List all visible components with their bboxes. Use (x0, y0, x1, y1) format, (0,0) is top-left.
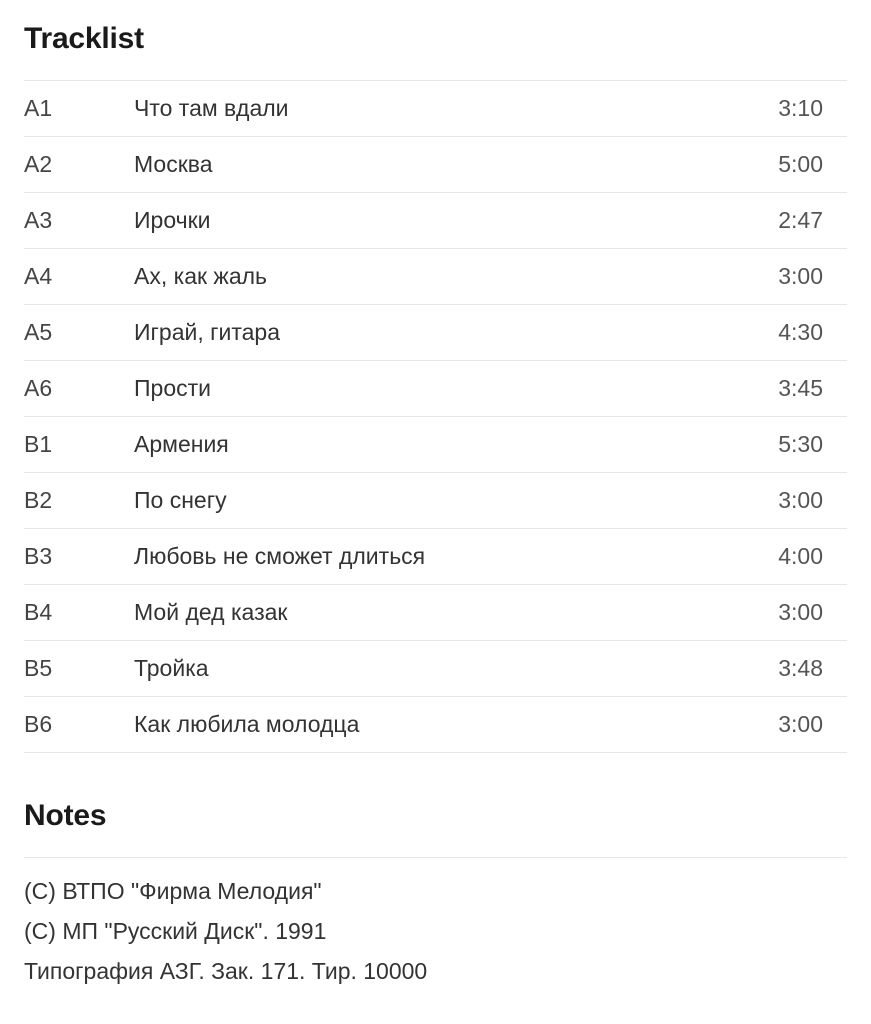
track-position: A2 (24, 151, 53, 177)
table-row[interactable] (24, 641, 847, 697)
track-title[interactable]: Играй, гитара (134, 319, 281, 345)
track-title[interactable]: Что там вдали (134, 95, 289, 121)
track-duration: 3:10 (778, 95, 823, 121)
track-title[interactable]: Прости (134, 375, 211, 401)
track-duration: 5:00 (778, 151, 823, 177)
track-position: B2 (24, 487, 53, 513)
track-duration: 3:00 (778, 711, 823, 737)
table-row[interactable] (24, 249, 847, 305)
track-position: A1 (24, 95, 53, 121)
table-row[interactable] (24, 697, 847, 753)
track-title[interactable]: Мой дед казак (134, 599, 288, 625)
track-position: A5 (24, 319, 53, 345)
track-position: A6 (24, 375, 53, 401)
track-duration: 4:30 (778, 319, 823, 345)
track-position: B6 (24, 711, 53, 737)
table-row[interactable] (24, 81, 847, 137)
table-row[interactable] (24, 361, 847, 417)
track-position: A3 (24, 207, 53, 233)
track-duration: 3:00 (778, 487, 823, 513)
track-title[interactable]: Тройка (134, 655, 209, 681)
track-title[interactable]: Любовь не сможет длиться (134, 543, 426, 569)
track-title[interactable]: Армения (134, 431, 229, 457)
track-duration: 3:00 (778, 263, 823, 289)
track-duration: 3:45 (778, 375, 823, 401)
tracklist-heading: Tracklist (24, 22, 144, 55)
track-title[interactable]: Ирочки (134, 207, 211, 233)
track-duration: 3:48 (778, 655, 823, 681)
track-title[interactable]: По снегу (134, 487, 227, 513)
table-row[interactable] (24, 193, 847, 249)
track-position: B5 (24, 655, 53, 681)
track-title[interactable]: Как любила молодца (134, 711, 360, 737)
track-title[interactable]: Ах, как жаль (134, 263, 268, 289)
track-title[interactable]: Москва (134, 151, 213, 177)
table-row[interactable] (24, 529, 847, 585)
track-duration: 2:47 (778, 207, 823, 233)
track-position: A4 (24, 263, 53, 289)
tracklist-table (24, 80, 847, 753)
table-row[interactable] (24, 585, 847, 641)
track-duration: 5:30 (778, 431, 823, 457)
track-position: B4 (24, 599, 53, 625)
notes-heading: Notes (24, 799, 107, 832)
table-row[interactable] (24, 473, 847, 529)
table-row[interactable] (24, 137, 847, 193)
track-duration: 3:00 (778, 599, 823, 625)
note-line: Типография АЗГ. Зак. 171. Тир. 10000 (24, 958, 428, 985)
track-position: B3 (24, 543, 53, 569)
track-position: B1 (24, 431, 53, 457)
table-row[interactable] (24, 305, 847, 361)
notes-section (24, 753, 847, 987)
table-row[interactable] (24, 417, 847, 473)
tracklist-body (24, 81, 847, 753)
note-line: (C) ВТПО "Фирма Мелодия" (24, 878, 322, 904)
note-line: (C) МП "Русский Диск". 1991 (24, 918, 327, 945)
track-duration: 4:00 (778, 543, 823, 569)
